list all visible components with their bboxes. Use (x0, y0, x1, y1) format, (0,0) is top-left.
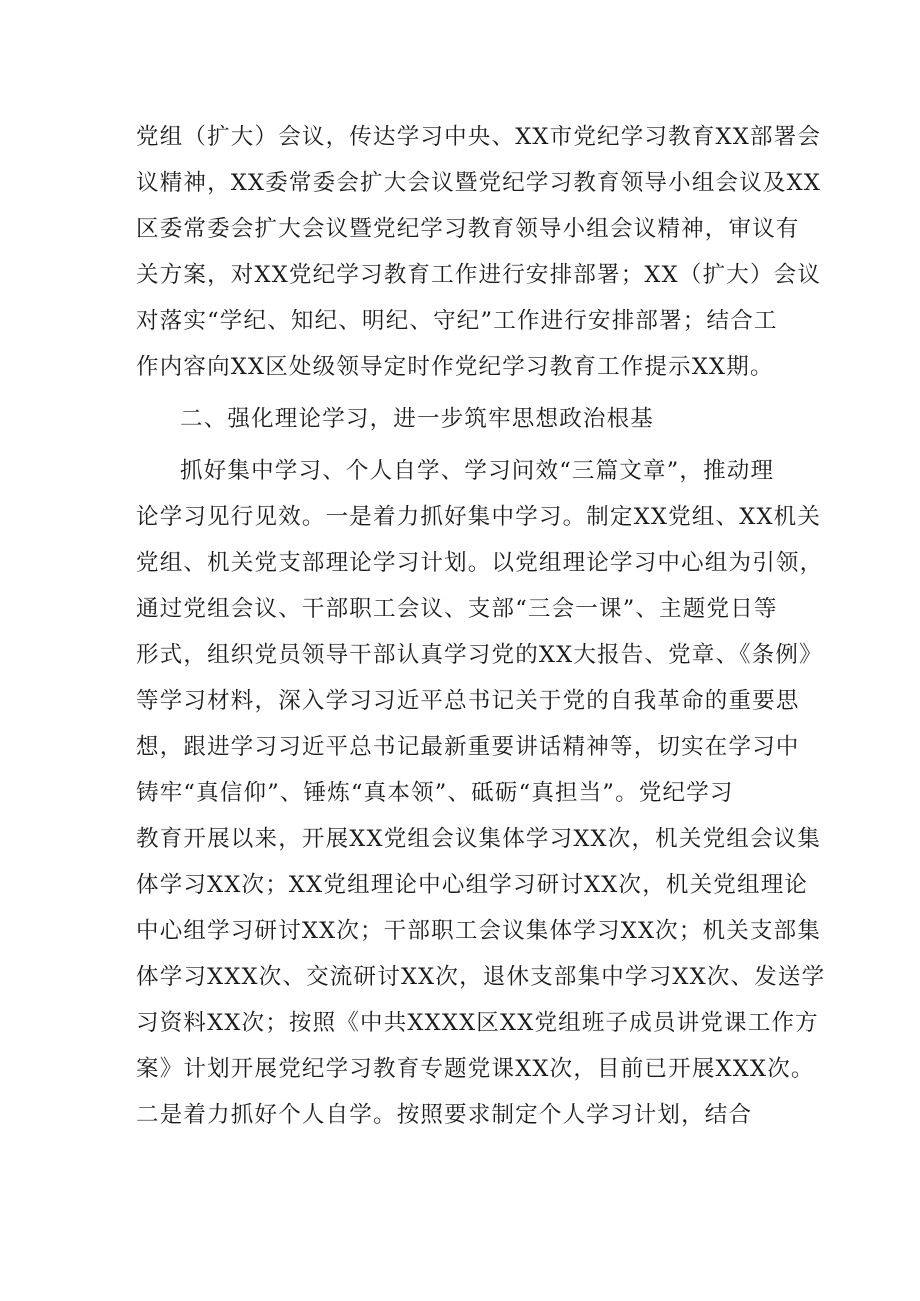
section-heading: 二、强化理论学习，进一步筑牢思想政治根基 (180, 406, 655, 432)
text-line: 对落实“学纪、知纪、明纪、守纪”工作进行安排部署；结合工 (136, 308, 778, 334)
text-line: 二是着力抓好个人自学。按照要求制定个人学习计划，结合 (136, 1102, 753, 1128)
text-line: 铸牢“真信仰”、锤炼“真本领”、砥砺“真担当”。党纪学习 (136, 780, 734, 806)
text-line: 体学习XX次；XX党组理论中心组学习研讨XX次，机关党组理论 (136, 872, 809, 898)
text-line: 通过党组会议、干部职工会议、支部“三会一课”、主题党日等 (136, 596, 778, 622)
text-line: 中心组学习研讨XX次；干部职工会议集体学习XX次；机关支部集 (136, 918, 822, 944)
text-line: 案》计划开展党纪学习教育专题党课XX次，目前已开展XXX次。 (136, 1056, 815, 1082)
text-line: 教育开展以来，开展XX党组会议集体学习XX次，机关党组会议集 (136, 826, 822, 852)
text-line: 关方案，对XX党纪学习教育工作进行安排部署；XX（扩大）会议 (136, 262, 822, 288)
text-line: 党组、机关党支部理论学习计划。以党组理论学习中心组为引领， (136, 550, 824, 576)
text-line: 议精神，XX委常委会扩大会议暨党纪学习教育领导小组会议及XX (136, 170, 822, 196)
text-line: 体学习XXX次、交流研讨XX次，退休支部集中学习XX次、发送学 (136, 964, 826, 990)
text-line: 想，跟进学习习近平总书记最新重要讲话精神等，切实在学习中 (136, 734, 800, 760)
text-line: 党组（扩大）会议，传达学习中央、XX市党纪学习教育XX部署会 (136, 124, 822, 150)
text-line: 形式，组织党员领导干部认真学习党的XX大报告、党章、《条例》 (136, 642, 823, 668)
text-line: 论学习见行见效。一是着力抓好集中学习。制定XX党组、XX机关 (136, 504, 822, 530)
text-line: 等学习材料，深入学习习近平总书记关于党的自我革命的重要思 (136, 688, 800, 714)
text-line: 习资料XX次；按照《中共XXXX区XX党组班子成员讲党课工作方 (136, 1010, 819, 1036)
text-line: 作内容向XX区处级领导定时作党纪学习教育工作提示XX期。 (136, 354, 774, 380)
text-line: 抓好集中学习、个人自学、学习问效“三篇文章”，推动理 (180, 458, 775, 484)
text-line: 区委常委会扩大会议暨党纪学习教育领导小组会议精神，审议有 (136, 216, 800, 242)
